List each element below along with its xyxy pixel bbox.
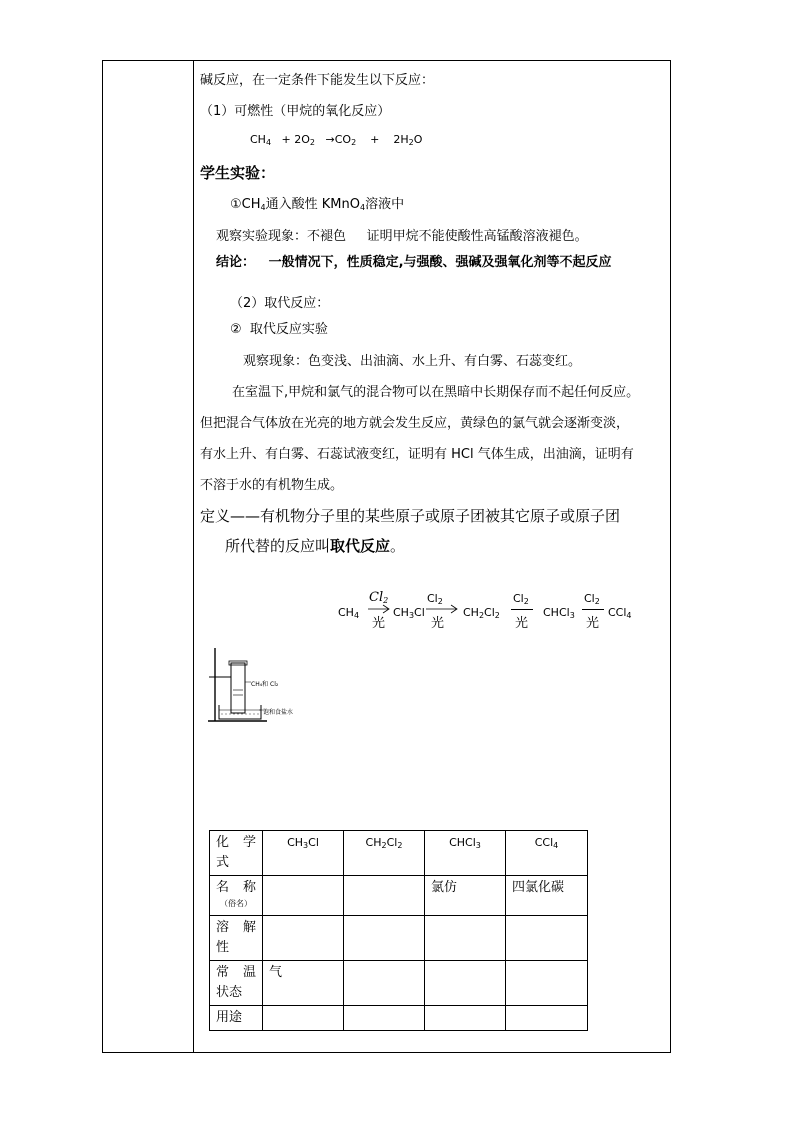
substitution-chain <box>335 590 635 630</box>
cell-name-chcl3: 氯仿 <box>425 876 506 916</box>
cell-text: 式 <box>216 855 230 870</box>
def-term: 取代反应 <box>330 537 391 555</box>
figure-label-gas: CH₄和 Cl₂ <box>251 681 279 688</box>
cell-header-solubility <box>210 916 263 961</box>
eq-sub: 2 <box>408 138 414 147</box>
eq-o: O <box>413 133 423 146</box>
chain-sub: 2 <box>494 611 500 620</box>
chain-light-4: 光 <box>586 616 600 631</box>
exp1-end: 溶液中 <box>365 197 405 212</box>
table-row <box>210 1006 588 1031</box>
cell-empty <box>506 916 588 961</box>
cell-header-formula <box>210 831 263 876</box>
chain-sub: 4 <box>626 611 632 620</box>
line-definition-2 <box>225 535 405 556</box>
chain-sub: 2 <box>478 611 485 620</box>
cell-name-ccl4: 四氯化碳 <box>506 876 588 916</box>
eq-o2: + 2O <box>281 133 310 146</box>
cell-sub: 2 <box>397 841 403 850</box>
cell-text: 状态 <box>216 985 243 1000</box>
line-paragraph-3: 有水上升、有白雾、石蕊试液变红，证明有 HCl 气体生成，出油滴，证明有 <box>200 447 634 462</box>
eq-plus: + <box>370 133 380 146</box>
cell-empty <box>263 916 344 961</box>
chain-text: CCl <box>608 606 627 619</box>
chain-ccl4 <box>608 606 632 619</box>
line-paragraph-1: 在室温下,甲烷和氯气的混合物可以在黑暗中长期保存而不起任何反应。 <box>232 385 640 400</box>
cell-text: 名 称 <box>216 880 256 895</box>
chain-sub: 2 <box>383 596 389 605</box>
eq-co2: →CO <box>325 133 352 146</box>
cell-state-ch3cl: 气 <box>263 961 344 1006</box>
cell-empty <box>263 1006 344 1031</box>
cell-ccl4 <box>506 831 588 876</box>
chain-light-2: 光 <box>431 616 445 631</box>
chain-sub: 2 <box>437 597 443 606</box>
cell-empty <box>506 961 588 1006</box>
cell-text: 化 学 <box>216 835 256 850</box>
eq-sub: 2 <box>309 138 316 147</box>
chain-light-3: 光 <box>515 616 529 631</box>
cell-header-name <box>210 876 263 916</box>
chain-ch2cl2 <box>463 606 500 619</box>
cell-header-use: 用途 <box>210 1006 263 1031</box>
cell-note: （俗名） <box>220 899 252 908</box>
cell-text: 溶 解 <box>216 920 256 935</box>
chain-text: CHCl <box>543 606 570 619</box>
eq-sub: 4 <box>265 138 272 147</box>
frame-top <box>102 60 670 61</box>
cell-text: 性 <box>216 940 230 955</box>
cell-empty <box>344 1006 425 1031</box>
chain-text: Cl <box>513 592 524 605</box>
cell-sub: 4 <box>553 841 559 850</box>
cell-ch2cl2 <box>344 831 425 876</box>
line-base-reaction: 碱反应，在一定条件下能发生以下反应： <box>200 73 435 88</box>
line-experiment-1 <box>230 193 404 212</box>
eq-h: 2H <box>393 133 409 146</box>
chain-sub: 3 <box>408 611 415 620</box>
cell-text: Cl <box>308 836 319 849</box>
chain-bar-3 <box>511 609 533 610</box>
cell-text: CH <box>287 836 304 849</box>
cell-empty <box>425 1006 506 1031</box>
heading-student-experiment: 学生实验： <box>200 164 276 182</box>
chain-bar-4 <box>582 609 604 610</box>
frame-divider <box>193 60 194 1053</box>
line-observation-1: 观察实验现象：不褪色 证明甲烷不能使酸性高锰酸溶液褪色。 <box>216 229 588 244</box>
cell-text: CH <box>365 836 382 849</box>
def-end: 。 <box>390 537 406 555</box>
chain-text: Cl <box>369 590 384 605</box>
cell-text: 常 温 <box>216 965 256 980</box>
cell-sub: 2 <box>381 841 387 850</box>
cell-empty <box>344 961 425 1006</box>
cell-sub: 3 <box>303 841 309 850</box>
chain-text: Cl <box>414 606 425 619</box>
cell-chcl3 <box>425 831 506 876</box>
line-conclusion: 结论： 一般情况下，性质稳定,与强酸、强碱及强氧化剂等不起反应 <box>216 255 612 270</box>
exp1-sub: 4 <box>359 203 366 212</box>
figure-label-brine: 饱和食盐水 <box>263 709 294 716</box>
chain-sub: 2 <box>523 597 529 606</box>
combustion-equation <box>250 133 422 146</box>
table-row <box>210 961 588 1006</box>
chain-text: CH <box>393 606 409 619</box>
chain-chcl3 <box>543 606 575 619</box>
chain-ch3cl <box>393 606 425 619</box>
frame-right <box>670 60 671 1053</box>
cell-empty <box>344 916 425 961</box>
line-observation-2: 观察现象：色变浅、出油滴、水上升、有白雾、石蕊变红。 <box>243 354 582 369</box>
chain-text: Cl <box>584 592 595 605</box>
def-text: 所代替的反应叫 <box>225 537 331 555</box>
chain-sub: 4 <box>353 611 360 620</box>
exp1-mid: 通入酸性 KMnO <box>265 197 360 212</box>
line-substitution-exp: ② 取代反应实验 <box>230 322 328 337</box>
frame-bottom <box>102 1052 671 1053</box>
chain-cl2-4 <box>584 592 600 605</box>
frame-left <box>102 60 103 1053</box>
cell-empty <box>425 916 506 961</box>
cell-text: Cl <box>386 836 398 849</box>
cell-empty <box>425 961 506 1006</box>
cell-name-ch3cl <box>263 876 344 916</box>
line-paragraph-2: 但把混合气体放在光亮的地方就会发生反应，黄绿色的氯气就会逐渐变淡， <box>200 416 630 431</box>
line-definition: 定义——有机物分子里的某些原子或原子团被其它原子或原子团 <box>200 507 621 525</box>
chain-cl2-3 <box>513 592 529 605</box>
cell-name-ch2cl2 <box>344 876 425 916</box>
chain-cl2-1 <box>369 590 388 605</box>
eq-ch: CH <box>250 133 266 146</box>
cell-text: CCl <box>534 836 554 849</box>
chain-sub: 3 <box>569 611 575 620</box>
exp1-sub: 4 <box>260 203 266 212</box>
chain-text: Cl <box>484 606 495 619</box>
table-row <box>210 831 588 876</box>
cell-ch3cl <box>263 831 344 876</box>
cell-header-state <box>210 961 263 1006</box>
exp1-mark: ①CH <box>230 197 261 212</box>
line-paragraph-4: 不溶于水的有机物生成。 <box>200 478 344 493</box>
eq-sub: 2 <box>351 138 357 147</box>
table-row <box>210 916 588 961</box>
line-substitution: （2）取代反应： <box>230 296 330 311</box>
line-combustibility: （1）可燃性（甲烷的氧化反应） <box>200 104 391 119</box>
chain-ch4 <box>338 606 359 619</box>
chain-text: Cl <box>427 592 438 605</box>
cell-empty <box>506 1006 588 1031</box>
table-row <box>210 876 588 916</box>
cell-sub: 3 <box>475 841 481 850</box>
cell-text: CHCl <box>449 836 476 849</box>
chain-text: CH <box>338 606 354 619</box>
chain-sub: 2 <box>594 597 600 606</box>
chain-light-1: 光 <box>372 616 386 631</box>
chain-text: CH <box>463 606 479 619</box>
properties-table <box>209 830 588 1031</box>
